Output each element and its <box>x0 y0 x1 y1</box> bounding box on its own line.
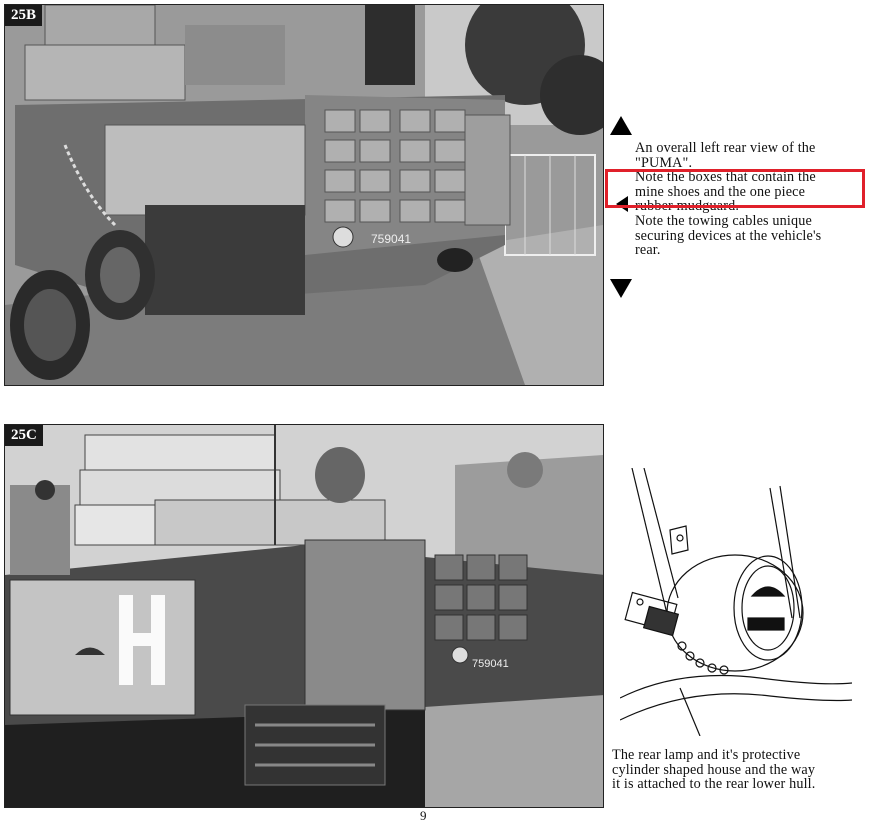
caption-25b-line: "PUMA". <box>635 154 693 171</box>
caption-25b-line: securing devices at the vehicle's <box>635 227 822 244</box>
caption-25b-line: rubber mudguard. <box>635 198 740 215</box>
vehicle-rear-photo <box>5 425 603 807</box>
page-number: 9 <box>420 808 427 823</box>
photo-25b <box>4 4 604 386</box>
photo-label-25b: 25B <box>5 5 42 26</box>
hull-number-25c: 759041 <box>472 658 509 670</box>
arrow-up-icon <box>610 116 632 135</box>
caption-rear-lamp <box>612 748 860 792</box>
highlight-box <box>605 169 865 208</box>
photo-label-25c: 25C <box>5 425 43 446</box>
hull-number-25b: 759041 <box>371 232 412 246</box>
arrow-down-icon <box>610 279 632 298</box>
caption-25b-line: mine shoes and the one piece <box>635 183 806 200</box>
caption-25b-line: An overall left rear view of the <box>635 140 816 156</box>
caption-drawing-line: The rear lamp and it's protective <box>612 747 801 763</box>
caption-25b-line: rear. <box>635 242 661 259</box>
caption-drawing-line: cylinder shaped house and the way <box>612 761 816 778</box>
rear-lamp-drawing <box>620 468 852 736</box>
caption-drawing-line: it is attached to the rear lower hull. <box>612 776 816 793</box>
caption-25b-line: Note the boxes that contain the <box>635 169 816 186</box>
vehicle-left-rear-photo <box>5 5 603 385</box>
photo-25c <box>4 424 604 808</box>
caption-25b-line: Note the towing cables unique <box>635 212 812 229</box>
